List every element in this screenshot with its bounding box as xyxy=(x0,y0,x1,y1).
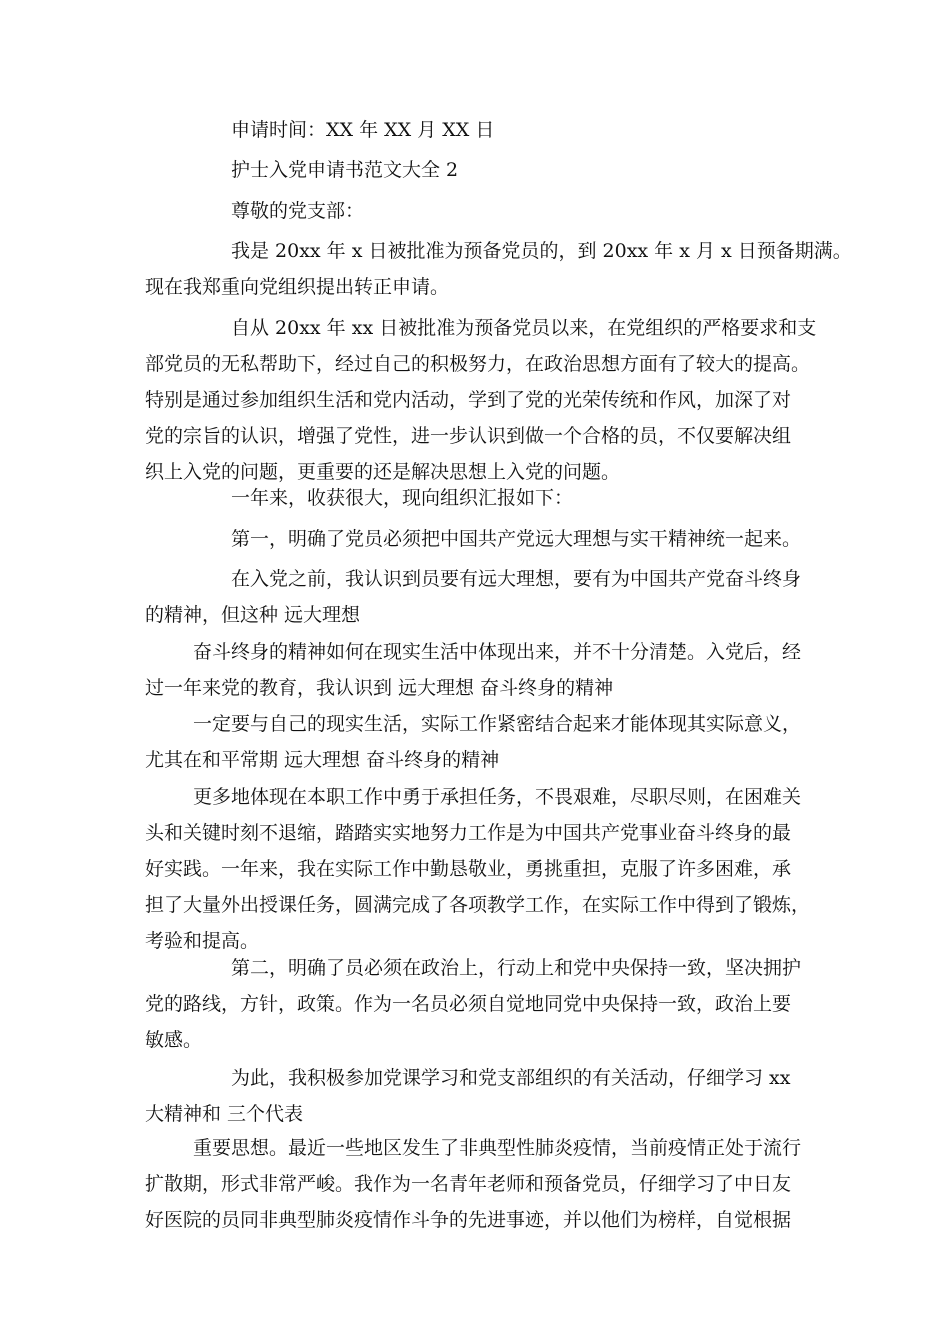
text-line: 考验和提高。 xyxy=(145,930,260,952)
text-line: 为此，我积极参加党课学习和党支部组织的有关活动，仔细学习 xx xyxy=(231,1067,791,1089)
document-title xyxy=(145,152,810,188)
text-line: 部党员的无私帮助下，经过自己的积极努力，在政治思想方面有了较大的提高。 xyxy=(145,353,811,375)
body-paragraph xyxy=(145,1130,810,1238)
text-line: 尤其在和平常期 远大理想 奋斗终身的精神 xyxy=(145,749,500,771)
body-paragraph xyxy=(145,706,810,778)
text-line: 的精神，但这种 远大理想 xyxy=(145,604,361,626)
text-line: 过一年来党的教育，我认识到 远大理想 奋斗终身的精神 xyxy=(145,677,614,699)
body-paragraph xyxy=(145,521,810,557)
text-line: 好实践。一年来，我在实际工作中勤恳敬业，勇挑重担，克服了许多困难，承 xyxy=(145,858,792,880)
text-line: 扩散期，形式非常严峻。我作为一名青年老师和预备党员，仔细学习了中日友 xyxy=(145,1173,792,1195)
text-line: 一定要与自己的现实生活，实际工作紧密结合起来才能体现其实际意义， xyxy=(193,713,802,735)
text-line: 好医院的员同非典型肺炎疫情作斗争的先进事迹，并以他们为榜样，自觉根据 xyxy=(145,1209,792,1231)
body-paragraph xyxy=(145,233,852,305)
text-line: 申请时间：XX 年 XX 月 XX 日 xyxy=(231,119,495,141)
text-line: 在入党之前，我认识到员要有远大理想，要有为中国共产党奋斗终身 xyxy=(231,568,802,590)
text-line: 尊敬的党支部： xyxy=(231,200,365,222)
body-paragraph xyxy=(145,480,810,516)
text-line: 一年来，收获很大，现向组织汇报如下： xyxy=(231,487,574,509)
text-line: 特别是通过参加组织生活和党内活动，学到了党的光荣传统和作风，加深了对 xyxy=(145,389,792,411)
body-paragraph xyxy=(145,561,810,633)
text-line: 重要思想。最近一些地区发生了非典型性肺炎疫情，当前疫情正处于流行 xyxy=(193,1137,802,1159)
salutation xyxy=(145,193,810,229)
text-line: 织上入党的问题，更重要的还是解决思想上入党的问题。 xyxy=(145,461,621,483)
text-line: 大精神和 三个代表 xyxy=(145,1103,304,1125)
text-line: 更多地体现在本职工作中勇于承担任务，不畏艰难，尽职尽则，在困难关 xyxy=(193,786,802,808)
text-line: 头和关键时刻不退缩，踏踏实实地努力工作是为中国共产党事业奋斗终身的最 xyxy=(145,822,792,844)
body-paragraph xyxy=(145,779,810,959)
text-line: 第二，明确了员必须在政治上，行动上和党中央保持一致，坚决拥护 xyxy=(231,957,802,979)
text-line: 现在我郑重向党组织提出转正申请。 xyxy=(145,276,450,298)
text-line: 第一，明确了党员必须把中国共产党远大理想与实干精神统一起来。 xyxy=(231,528,802,550)
body-paragraph xyxy=(145,950,810,1058)
text-line: 党的路线，方针，政策。作为一名员必须自觉地同党中央保持一致，政治上要 xyxy=(145,993,792,1015)
text-line: 敏感。 xyxy=(145,1029,203,1051)
body-paragraph xyxy=(145,1060,810,1132)
body-paragraph xyxy=(145,310,817,490)
body-paragraph xyxy=(145,634,810,706)
application-date xyxy=(145,112,810,148)
text-line: 奋斗终身的精神如何在现实生活中体现出来，并不十分清楚。入党后，经 xyxy=(193,641,802,663)
text-line: 党的宗旨的认识，增强了党性，进一步认识到做一个合格的员，不仅要解决组 xyxy=(145,425,792,447)
text-line: 护士入党申请书范文大全 2 xyxy=(231,159,459,181)
text-line: 担了大量外出授课任务，圆满完成了各项教学工作，在实际工作中得到了锻炼， xyxy=(145,894,811,916)
text-line: 自从 20xx 年 xx 日被批准为预备党员以来，在党组织的严格要求和支 xyxy=(231,317,817,339)
text-line: 我是 20xx 年 x 日被批准为预备党员的，到 20xx 年 x 月 x 日预备期满。 xyxy=(231,240,852,262)
